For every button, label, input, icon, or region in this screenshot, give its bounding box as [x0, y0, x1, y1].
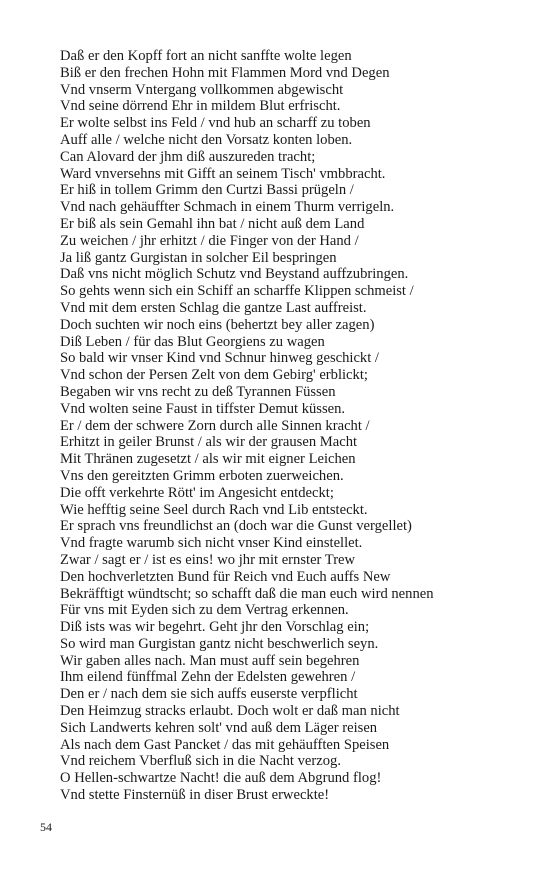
verse-line: Zwar / sagt er / ist es eins! wo jhr mit ernster Trew: [60, 551, 356, 568]
verse-line: Doch suchten wir noch eins (behertzt bey aller zagen): [60, 316, 375, 333]
verse-line: Die offt verkehrte Rött' im Angesicht entdeckt;: [60, 484, 334, 501]
verse-line: Er / dem der schwere Zorn durch alle Sinnen kracht /: [60, 417, 370, 434]
verse-line: Vnd fragte warumb sich nicht vnser Kind einstellet.: [60, 535, 363, 552]
verse-line: Den Heimzug stracks erlaubt. Doch wolt er daß man nicht: [60, 703, 400, 720]
verse-line: Can Alovard der jhm diß auszureden tracht;: [60, 148, 316, 165]
verse-line: Er wolte selbst ins Feld / vnd hub an scharff zu toben: [60, 115, 371, 132]
verse-line: Vnd stette Finsternüß in diser Brust erweckte!: [60, 787, 330, 804]
verse-line: So bald wir vnser Kind vnd Schnur hinweg geschickt /: [60, 350, 379, 367]
verse-line: Er biß als sein Gemahl ihn bat / nicht auß dem Land: [60, 215, 365, 232]
verse-line: Diß ists was wir begehrt. Geht jhr den Vorschlag ein;: [60, 619, 370, 636]
page-number: 54: [40, 820, 52, 834]
verse-line: Er hiß in tollem Grimm den Curtzi Bassi prügeln /: [60, 182, 354, 199]
verse-line: Den hochverletzten Bund für Reich vnd Euch auffs New: [60, 568, 391, 585]
verse-line: Erhitzt in geiler Brunst / als wir der grausen Macht: [60, 434, 358, 451]
verse-line: Sich Landwerts kehren solt' vnd auß dem Läger reisen: [60, 719, 378, 736]
verse-line: Vnd seine dörrend Ehr in mildem Blut erfrischt.: [60, 98, 341, 115]
verse-line: Er sprach vns freundlichst an (doch war die Gunst vergellet): [60, 518, 412, 535]
verse-line: Vnd wolten seine Faust in tiffster Demut küssen.: [60, 400, 346, 417]
verse-line: Vnd vnserm Vntergang vollkommen abgewischt: [60, 81, 344, 98]
verse-line: Ihm eilend fünffmal Zehn der Edelsten gewehren /: [60, 669, 356, 686]
verse-block: [60, 48, 540, 804]
verse-line: Vnd mit dem ersten Schlag die gantze Last auffreist.: [60, 299, 367, 316]
verse-line: Den er / nach dem sie sich auffs euserste verpflicht: [60, 686, 358, 703]
verse-line: Daß vns nicht möglich Schutz vnd Beystand auffzubringen.: [60, 266, 409, 283]
verse-line: Für vns mit Eyden sich zu dem Vertrag erkennen.: [60, 602, 349, 619]
verse-line: Als nach dem Gast Pancket / das mit gehäufften Speisen: [60, 736, 390, 753]
verse-line: Auff alle / welche nicht den Vorsatz konten loben.: [60, 131, 353, 148]
verse-line: Ward vnversehns mit Gifft an seinem Tisch' vmbbracht.: [60, 165, 386, 182]
verse-line: So gehts wenn sich ein Schiff an scharffe Klippen schmeist /: [60, 283, 414, 300]
verse-line: Biß er den frechen Hohn mit Flammen Mord vnd Degen: [60, 64, 390, 81]
verse-line: Wie hefftig seine Seel durch Rach vnd Lib entsteckt.: [60, 501, 368, 518]
verse-line: Ja liß gantz Gurgistan in solcher Eil bespringen: [60, 249, 337, 266]
verse-line: Vns den gereitzten Grimm erboten zuerweichen.: [60, 467, 344, 484]
verse-line: Diß Leben / für das Blut Georgiens zu wagen: [60, 333, 325, 350]
verse-line: Daß er den Kopff fort an nicht sanffte wolte legen: [60, 48, 352, 64]
verse-line: Vnd reichem Vberfluß sich in die Nacht verzog.: [60, 753, 341, 770]
verse-line: Wir gaben alles nach. Man must auff sein begehren: [60, 652, 360, 669]
verse-line: Bekräfftigt wündtscht; so schafft daß die man euch wird nennen: [60, 585, 434, 602]
verse-line: Mit Thränen zugesetzt / als wir mit eigner Leichen: [60, 451, 356, 468]
verse-line: Vnd schon der Persen Zelt von dem Gebirg' erblickt;: [60, 367, 368, 384]
verse-line: So wird man Gurgistan gantz nicht beschwerlich seyn.: [60, 635, 379, 652]
verse-line: Zu weichen / jhr erhitzt / die Finger von der Hand /: [60, 232, 359, 249]
verse-line: Begaben wir vns recht zu deß Tyrannen Füssen: [60, 383, 336, 400]
verse-line: Vnd nach gehäuffter Schmach in einem Thurm verrigeln.: [60, 199, 395, 216]
verse-line: O Hellen-schwartze Nacht! die auß dem Abgrund flog!: [60, 770, 382, 787]
